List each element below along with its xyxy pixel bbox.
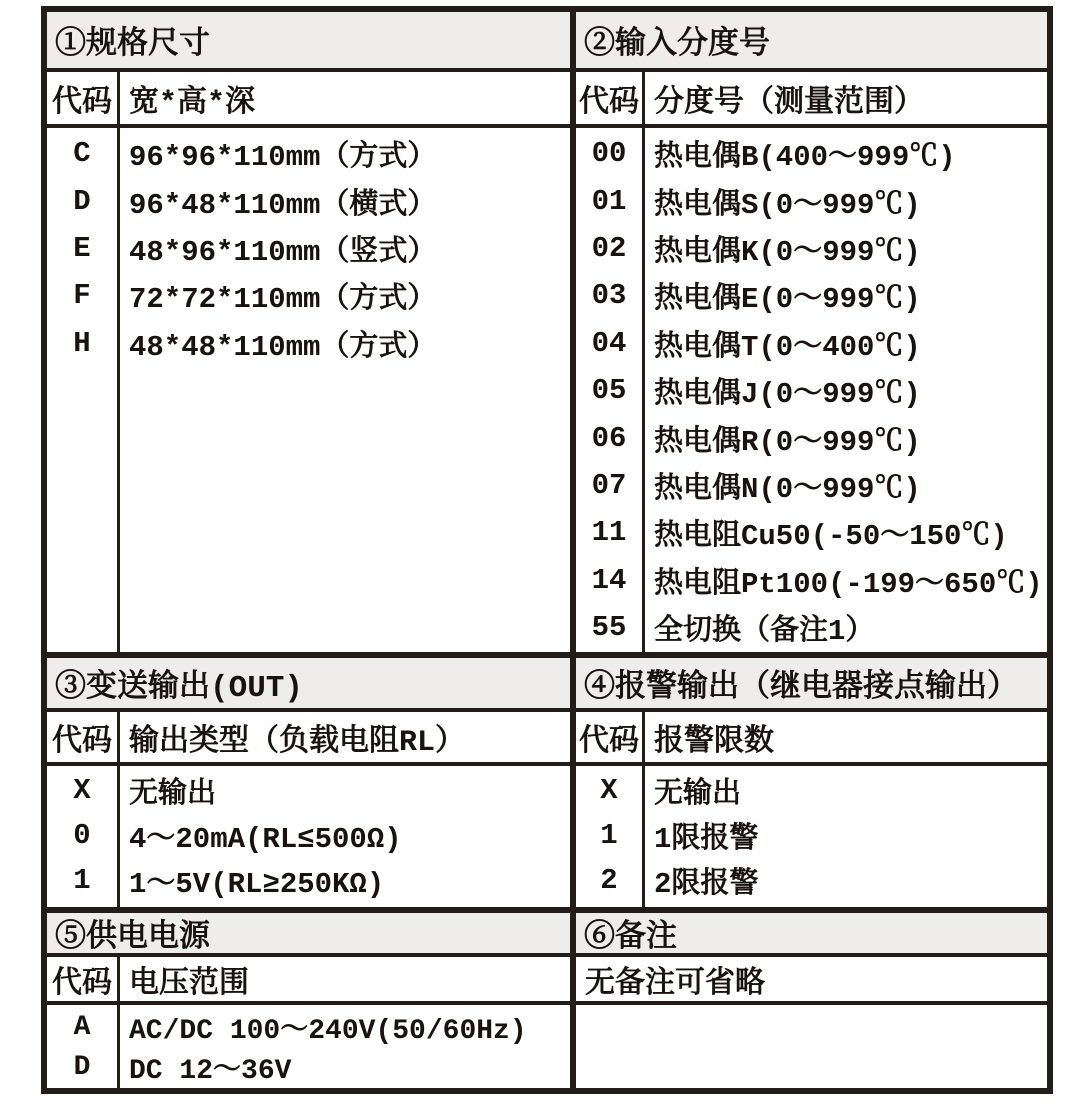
section-4-column-header bbox=[576, 712, 1047, 766]
section-5-body bbox=[47, 1005, 570, 1088]
band-bottom bbox=[47, 907, 1047, 1088]
code-cell: C bbox=[73, 137, 91, 171]
table-row bbox=[576, 177, 1047, 224]
code-cell: E bbox=[73, 231, 91, 265]
code-cell: 04 bbox=[591, 326, 627, 360]
band-top bbox=[47, 12, 1047, 652]
desc-cell: 热电偶S(0～999℃) bbox=[654, 188, 921, 222]
desc-cell: 无输出 bbox=[129, 778, 217, 811]
table-row bbox=[47, 1047, 570, 1087]
empty-space bbox=[576, 903, 1047, 907]
code-cell: 2 bbox=[600, 864, 618, 897]
table-row bbox=[47, 858, 570, 903]
empty-space bbox=[47, 903, 570, 907]
code-cell: 02 bbox=[591, 231, 627, 265]
desc-cell: 1～5V(RL≥250KΩ) bbox=[129, 868, 385, 901]
code-cell: H bbox=[73, 326, 91, 360]
desc-cell: DC 12～36V bbox=[129, 1056, 292, 1087]
table-row bbox=[47, 768, 570, 813]
empty-space bbox=[576, 1007, 1047, 1088]
desc-cell: 热电偶J(0～999℃) bbox=[654, 378, 921, 412]
code-column-header: 代码 bbox=[576, 712, 645, 762]
desc-cell: 1限报警 bbox=[654, 823, 759, 856]
code-column-header: 代码 bbox=[576, 72, 645, 124]
desc-cell: 热电偶N(0～999℃) bbox=[654, 472, 921, 506]
section-2-column-header bbox=[576, 72, 1047, 128]
code-column-header: 代码 bbox=[47, 712, 120, 762]
table-row bbox=[576, 367, 1047, 414]
section-alarm-output bbox=[570, 658, 1047, 907]
note-text: 无备注可省略 bbox=[585, 967, 765, 1002]
table-row bbox=[47, 225, 570, 272]
section-5-title: ⑤供电电源 bbox=[47, 913, 570, 957]
empty-space bbox=[47, 367, 570, 652]
section-2-title: ②输入分度号 bbox=[576, 12, 1047, 72]
code-column-header: 代码 bbox=[47, 957, 120, 1001]
desc-cell: 热电偶R(0～999℃) bbox=[654, 425, 921, 459]
code-cell: A bbox=[73, 1011, 91, 1043]
code-cell: F bbox=[73, 279, 91, 313]
table-row bbox=[576, 462, 1047, 509]
band-middle bbox=[47, 652, 1047, 907]
table-row bbox=[576, 272, 1047, 319]
code-cell: 11 bbox=[591, 516, 627, 550]
code-cell: 1 bbox=[600, 819, 618, 852]
desc-cell: 全切换（备注1） bbox=[654, 615, 875, 649]
desc-cell: 热电阻Pt100(-199～650℃) bbox=[654, 567, 1043, 601]
code-cell: 1 bbox=[73, 864, 91, 897]
desc-cell: 热电偶T(0～400℃) bbox=[654, 330, 921, 364]
section-input-range bbox=[570, 12, 1047, 652]
desc-column-header: 分度号（测量范围） bbox=[654, 86, 924, 121]
section-3-body bbox=[47, 766, 570, 907]
code-cell: 55 bbox=[591, 611, 627, 645]
desc-column-header: 输出类型（负载电阻RL） bbox=[129, 725, 466, 760]
desc-cell: 96*48*110mm（横式） bbox=[129, 188, 437, 222]
table-row bbox=[576, 509, 1047, 556]
desc-column-header: 报警限数 bbox=[654, 725, 774, 760]
code-cell: 03 bbox=[591, 279, 627, 313]
table-row bbox=[576, 557, 1047, 604]
table-row bbox=[47, 272, 570, 319]
table-row bbox=[576, 768, 1047, 813]
ordering-code-table bbox=[41, 6, 1053, 1094]
code-cell: 05 bbox=[591, 374, 627, 408]
section-1-body bbox=[47, 128, 570, 652]
table-row bbox=[47, 813, 570, 858]
section-4-body bbox=[576, 766, 1047, 907]
section-spec-size bbox=[47, 12, 570, 652]
table-row bbox=[47, 320, 570, 367]
table-row bbox=[576, 225, 1047, 272]
table-row bbox=[576, 813, 1047, 858]
section-1-title: ①规格尺寸 bbox=[47, 12, 570, 72]
section-3-column-header bbox=[47, 712, 570, 766]
desc-cell: 热电偶E(0～999℃) bbox=[654, 283, 921, 317]
section-4-title: ④报警输出（继电器接点输出） bbox=[576, 658, 1047, 712]
code-cell: 0 bbox=[73, 819, 91, 852]
section-2-body bbox=[576, 128, 1047, 652]
code-cell: X bbox=[600, 774, 618, 807]
table-row bbox=[576, 130, 1047, 177]
code-cell: 01 bbox=[591, 184, 627, 218]
desc-cell: 96*96*110mm（方式） bbox=[129, 141, 437, 175]
section-3-title: ③变送输出(OUT) bbox=[47, 658, 570, 712]
code-cell: 14 bbox=[591, 563, 627, 597]
section-6-title: ⑥备注 bbox=[576, 913, 1047, 957]
desc-cell: 热电偶B(400～999℃) bbox=[654, 141, 956, 175]
desc-column-header: 电压范围 bbox=[129, 967, 249, 1002]
section-transmit-output bbox=[47, 658, 570, 907]
section-remark bbox=[570, 913, 1047, 1088]
table-row bbox=[47, 130, 570, 177]
code-cell: 00 bbox=[591, 137, 627, 171]
code-cell: 06 bbox=[591, 421, 627, 455]
section-power-supply bbox=[47, 913, 570, 1088]
table-row bbox=[576, 858, 1047, 903]
desc-cell: 4～20mA(RL≤500Ω) bbox=[129, 823, 402, 856]
table-row bbox=[576, 604, 1047, 651]
desc-cell: 2限报警 bbox=[654, 868, 759, 901]
desc-column-header: 宽*高*深 bbox=[129, 86, 256, 121]
section-1-column-header bbox=[47, 72, 570, 128]
desc-cell: 热电阻Cu50(-50～150℃) bbox=[654, 520, 1008, 554]
table-row bbox=[576, 320, 1047, 367]
section-6-note-row bbox=[576, 957, 1047, 1005]
table-row bbox=[576, 414, 1047, 461]
section-6-body bbox=[576, 1005, 1047, 1088]
code-cell: D bbox=[73, 1051, 91, 1083]
section-5-column-header bbox=[47, 957, 570, 1005]
code-cell: D bbox=[73, 184, 91, 218]
table-row bbox=[47, 177, 570, 224]
desc-cell: 48*48*110mm（方式） bbox=[129, 330, 437, 364]
desc-cell: 热电偶K(0～999℃) bbox=[654, 235, 921, 269]
table-row bbox=[47, 1007, 570, 1047]
desc-cell: 48*96*110mm（竖式） bbox=[129, 235, 437, 269]
empty-space bbox=[47, 1087, 570, 1088]
code-cell: 07 bbox=[591, 468, 627, 502]
desc-cell: 72*72*110mm（方式） bbox=[129, 283, 437, 317]
code-column-header: 代码 bbox=[47, 72, 120, 124]
code-cell: X bbox=[73, 774, 91, 807]
desc-cell: 无输出 bbox=[654, 778, 742, 811]
desc-cell: AC/DC 100～240V(50/60Hz) bbox=[129, 1016, 527, 1047]
